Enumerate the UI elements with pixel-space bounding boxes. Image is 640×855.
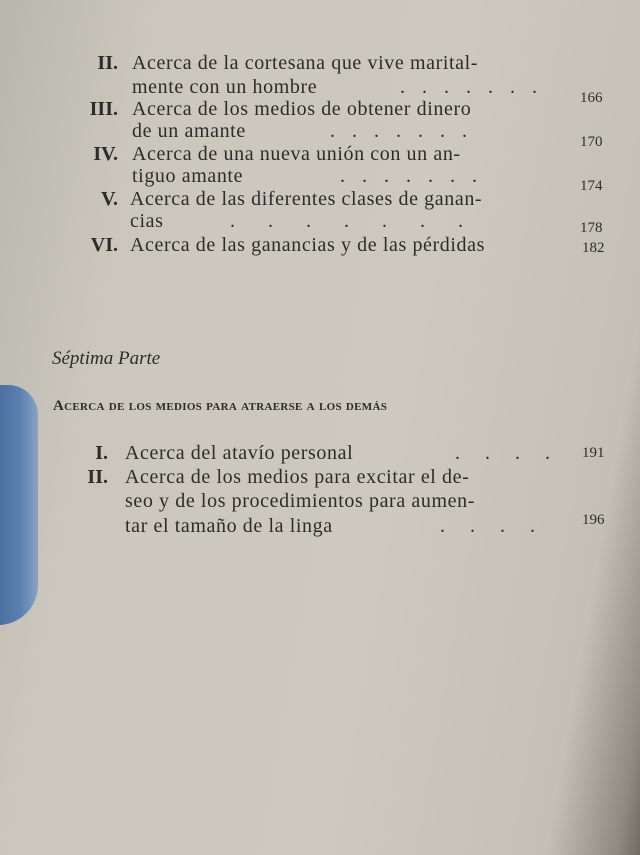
- page-number: 174: [580, 178, 603, 194]
- section-subtitle: Acerca de los medios para atraerse a los demás: [53, 398, 388, 414]
- entry-text: seo y de los procedimientos para aumen-: [125, 490, 475, 512]
- entry-text: Acerca de las diferentes clases de ganan-: [130, 188, 483, 210]
- entry-text: Acerca de los medios para excitar el de-: [125, 466, 470, 488]
- entry-text: tiguo amante: [132, 165, 244, 187]
- entry-numeral: II.: [87, 466, 108, 488]
- entry-text: cias: [130, 210, 164, 232]
- part-title: Séptima Parte: [52, 348, 161, 369]
- dot-leader: . . . . . . .: [340, 165, 483, 187]
- entry-text: Acerca de una nueva unión con un an-: [132, 143, 461, 165]
- entry-text: tar el tamaño de la linga: [125, 515, 333, 537]
- page-number: 191: [582, 445, 605, 461]
- dot-leader: . . . . . . .: [230, 210, 477, 232]
- entry-numeral: VI.: [90, 234, 118, 256]
- dot-leader: . . . .: [440, 515, 545, 537]
- page-number: 182: [582, 240, 605, 256]
- entry-text: Acerca de los medios de obtener dinero: [132, 98, 472, 120]
- dot-leader: . . . .: [455, 442, 560, 464]
- entry-text: Acerca de la cortesana que vive marital-: [132, 52, 479, 74]
- entry-numeral: V.: [101, 188, 118, 210]
- entry-numeral: III.: [89, 98, 118, 120]
- entry-numeral: I.: [95, 442, 108, 464]
- entry-text: de un amante: [132, 120, 246, 142]
- blue-object-edge: [0, 385, 38, 625]
- entry-text: mente con un hombre: [132, 76, 318, 98]
- page-number: 170: [580, 134, 603, 150]
- entry-numeral: II.: [97, 52, 118, 74]
- entry-numeral: IV.: [93, 143, 118, 165]
- entry-text: Acerca de las ganancias y de las pérdidas: [130, 234, 485, 256]
- page-number: 196: [582, 512, 605, 528]
- page-number: 166: [580, 90, 603, 106]
- page-number: 178: [580, 220, 603, 236]
- entry-text: Acerca del atavío personal: [125, 442, 354, 464]
- dot-leader: . . . . . . .: [330, 120, 473, 142]
- dot-leader: . . . . . . .: [400, 76, 543, 98]
